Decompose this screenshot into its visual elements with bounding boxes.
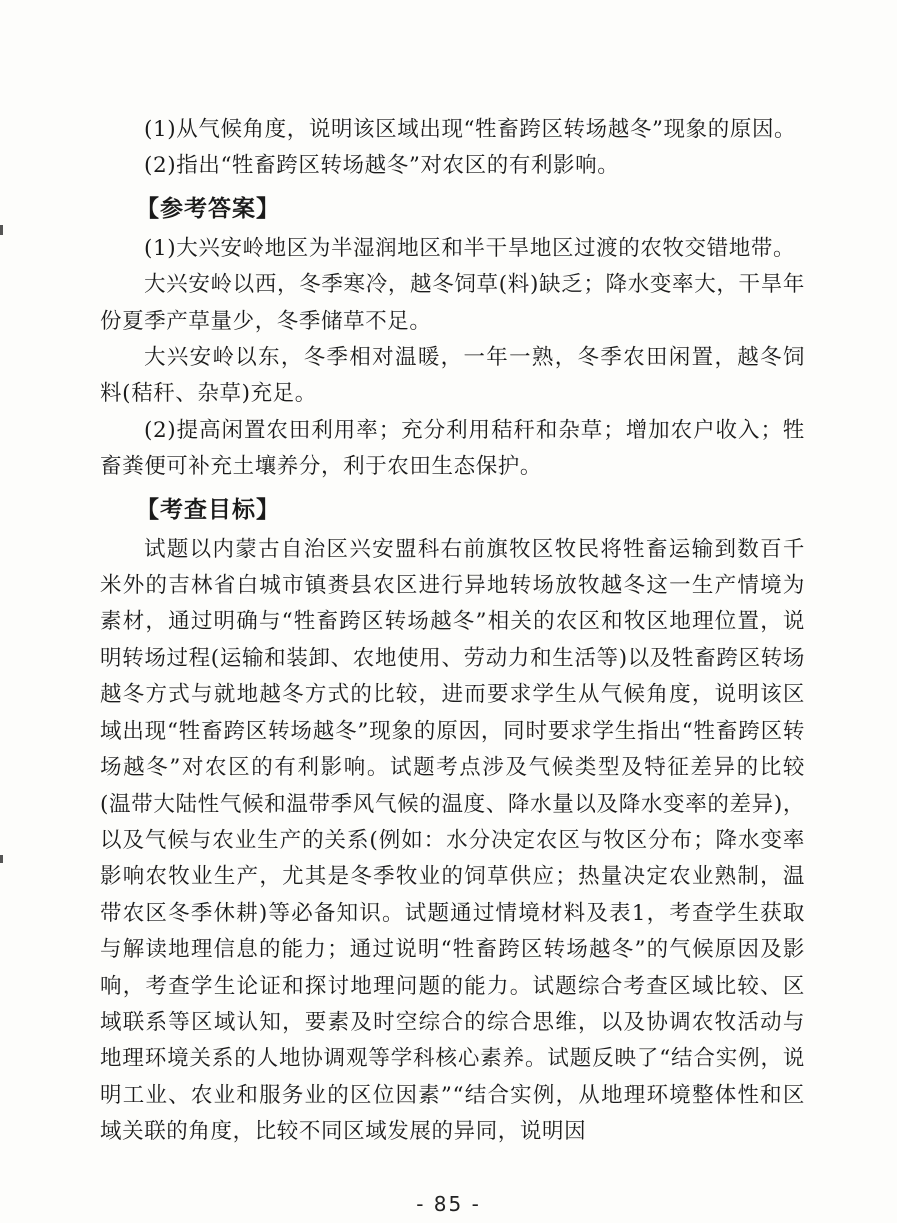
answer-paragraph: (1)大兴安岭地区为半湿润地区和半干旱地区过渡的农牧交错地带。: [144, 235, 796, 261]
page-content: [100, 112, 805, 1151]
objective-paragraph: 试题以内蒙古自治区兴安盟科右前旗牧区牧民将牲畜运输到数百千米外的吉林省白城市镇赉县农区进行异地转场放牧越冬这一生产情境为素材，通过明确与“牲畜跨区转场越冬”相关的农区和牧区地理位置，说明转场过程(运输和装卸、农地使用、劳动力和生活等)以及牲畜跨区转场越冬方式与就地越冬方式的比较，进而要求学生从气候角度，说明该区域出现“牲畜跨区转场越冬”现象的原因，同时要求学生指出“牲畜跨区转场越冬”对农区的有利影响。试题考点涉及气候类型及特征差异的比较(温带大陆性气候和温带季风气候的温度、降水量以及降水变率的差异)，以及气候与农业生产的关系(例如：水分决定农区与牧区分布；降水变率影响农牧业生产，尤其是冬季牧业的饲草供应；热量决定农业熟制，温带农区冬季休耕)等必备知识。试题通过情境材料及表1，考查学生获取与解读地理信息的能力；通过说明“牲畜跨区转场越冬”的气候原因及影响，考查学生论证和探讨地理问题的能力。试题综合考查区域比较、区域联系等区域认知，要素及时空综合的综合思维，以及协调农牧活动与地理环境关系的人地协调观等学科核心素养。试题反映了“结合实例，说明工业、农业和服务业的区位因素”“结合实例，从地理环境整体性和区域关联的角度，比较不同区域发展的异同，说明因: [100, 536, 805, 1145]
answer-heading: 【参考答案】: [136, 195, 280, 222]
answer-paragraph: 大兴安岭以西，冬季寒冷，越冬饲草(料)缺乏；降水变率大，干旱年份夏季产草量少，冬季储草不足。: [100, 272, 805, 334]
answer-paragraph: 大兴安岭以东，冬季相对温暖，一年一熟，冬季农田闲置，越冬饲料(秸秆、杂草)充足。: [100, 345, 805, 407]
page-number: - 85 -: [416, 1192, 481, 1216]
answer-paragraph: (2)提高闲置农田利用率；充分利用秸秆和杂草；增加农户收入；牲畜粪便可补充土壤养分，利于农田生态保护。: [100, 417, 805, 480]
question-item-1: (1)从气候角度，说明该区域出现“牲畜跨区转场越冬”现象的原因。: [144, 117, 797, 142]
scan-edge-mark: [0, 855, 3, 863]
question-item-2: (2)指出“牲畜跨区转场越冬”对农区的有利影响。: [144, 153, 620, 179]
objective-heading: 【考查目标】: [136, 496, 280, 523]
scan-edge-mark: [0, 225, 3, 235]
